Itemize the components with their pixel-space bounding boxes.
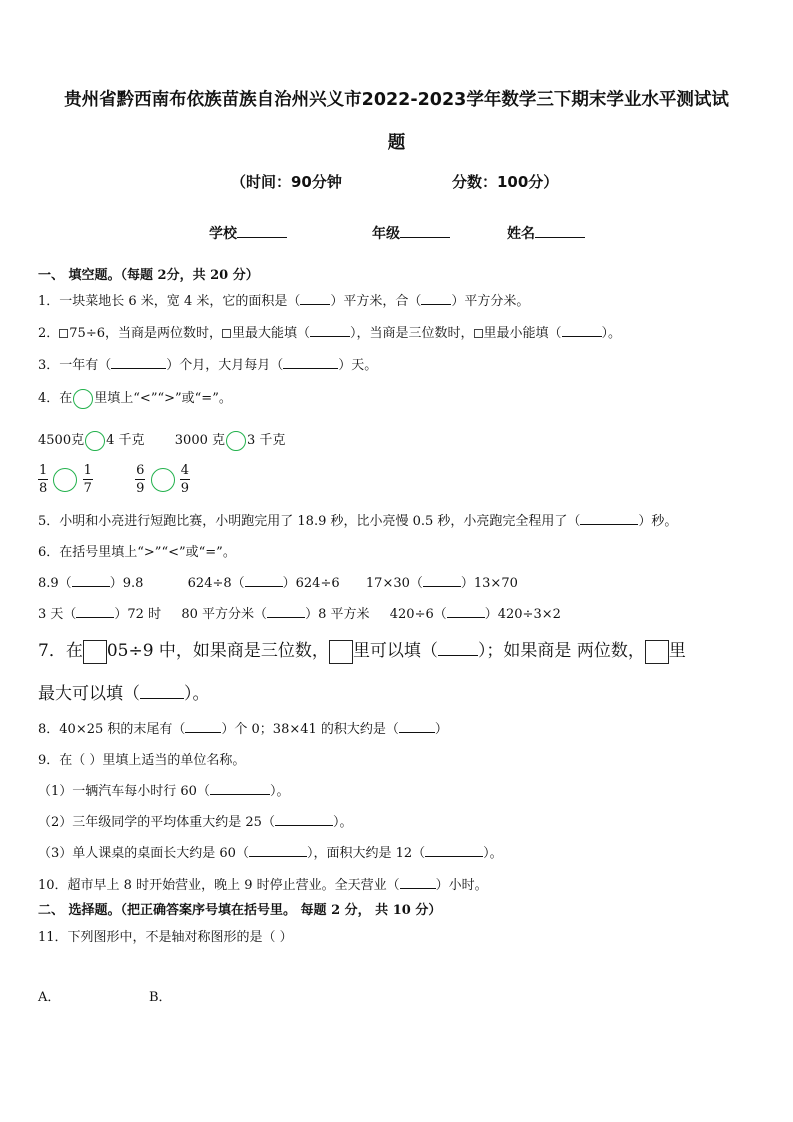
q6-r1-b2: ）624÷6 (282, 576, 340, 591)
question-5 (38, 510, 677, 529)
q1-text-a: 1．一块菜地长 6 米，宽 4 米，它的面积是（ (38, 294, 301, 309)
fraction-1-8: $\frac{1}{8}$ (39, 463, 48, 496)
q6-r2-a2: ）72 时 (114, 607, 162, 622)
q1-text-b: ）平方米，合（ (330, 294, 422, 309)
question-4-row-2 (38, 462, 190, 497)
q9-3-text-c: ）。 (483, 846, 503, 861)
q8-blank-1[interactable] (185, 719, 221, 733)
q4-text-a: 4．在 (38, 391, 73, 406)
q7-text-b: 05÷9 中，如果商是三位数， (106, 641, 329, 661)
question-10 (38, 874, 488, 893)
q8-text-c: ） (434, 722, 448, 737)
question-4 (38, 387, 232, 409)
q6-r1-c2: ）13×70 (460, 576, 518, 591)
question-9-3 (38, 842, 503, 861)
q2-text-b: 75÷6，当商是两位数时， (69, 326, 222, 341)
q7-box-3[interactable] (645, 640, 669, 664)
question-3 (38, 354, 377, 373)
question-7 (38, 636, 686, 664)
q4-row1-d: 3 千克 (247, 433, 286, 448)
q6-r2-c1: 420÷6（ (389, 607, 447, 622)
q10-text-b: ）小时。 (435, 878, 488, 893)
q7-text-c: 里可以填（ (352, 641, 438, 661)
question-6: 6．在括号里填上“>”“<”或“=”。 (38, 545, 236, 560)
q9-3-text-a: （3）单人课桌的桌面长大约是 60（ (38, 846, 249, 861)
question-9: 9．在（ ）里填上适当的单位名称。 (38, 753, 246, 768)
q7-blank-1[interactable] (438, 640, 478, 656)
q2-text-f: ）。 (601, 326, 622, 341)
q10-text-a: 10．超市早上 8 时开始营业，晚上 9 时停止营业。全天营业（ (38, 878, 400, 893)
q6-blank-2[interactable] (245, 573, 283, 587)
q7-blank-2[interactable] (140, 683, 184, 699)
q9-1-text-b: ）。 (269, 784, 290, 799)
q6-r2-b2: ）8 平方米 (305, 607, 370, 622)
question-11: 11．下列图形中，不是轴对称图形的是（ ） (38, 930, 293, 945)
q9-3-blank-1[interactable] (249, 843, 307, 857)
fraction-6-9: $\frac{6}{9}$ (136, 463, 145, 496)
q6-blank-3[interactable] (423, 573, 461, 587)
q7-text-line2a: 最大可以填（ (38, 684, 140, 704)
grade-blank[interactable] (400, 224, 450, 238)
q3-text-b: ）个月，大月每月（ (166, 358, 284, 373)
q3-blank-2[interactable] (283, 355, 338, 369)
question-9-2 (38, 811, 352, 830)
compare-circle-2[interactable] (226, 431, 246, 451)
q1-text-c: ）平方分米。 (451, 294, 530, 309)
q9-1-text-a: （1）一辆汽车每小时行 60（ (38, 784, 210, 799)
q6-r2-c2: ）420÷3×2 (484, 607, 561, 622)
q7-text-a: 7．在 (38, 641, 83, 661)
q8-text-a: 8．40×25 积的末尾有（ (38, 722, 186, 737)
q2-text-a: 2． (38, 326, 60, 341)
time-label: （时间：90分钟 (231, 173, 342, 191)
question-1 (38, 290, 529, 309)
question-9-1 (38, 780, 289, 799)
empty-square-icon (222, 329, 231, 338)
q6-blank-6[interactable] (447, 604, 485, 618)
q6-r2-a1: 3 天（ (38, 607, 77, 622)
question-8 (38, 718, 448, 737)
question-6-row-2 (38, 603, 561, 622)
q8-blank-2[interactable] (399, 719, 435, 733)
q9-2-text-a: （2）三年级同学的平均体重大约是 25（ (38, 815, 275, 830)
fraction-4-9: $\frac{4}{9}$ (180, 463, 189, 496)
grade-field (372, 223, 450, 243)
q2-blank-2[interactable] (562, 323, 602, 337)
q6-blank-4[interactable] (76, 604, 114, 618)
option-b[interactable]: B． (149, 990, 172, 1005)
q9-3-blank-2[interactable] (425, 843, 483, 857)
q7-text-line2b: ）。 (184, 684, 210, 704)
empty-square-icon (474, 329, 483, 338)
q3-blank-1[interactable] (111, 355, 166, 369)
school-label: 学校 (209, 226, 237, 242)
name-field (507, 223, 585, 243)
section-heading-fill-in: 一、 填空题。（每题 2分，共 20 分） (38, 268, 259, 283)
name-label: 姓名 (507, 226, 535, 242)
q6-blank-1[interactable] (72, 573, 110, 587)
compare-circle-1[interactable] (85, 431, 105, 451)
compare-circle-3[interactable] (53, 468, 77, 492)
q6-blank-5[interactable] (267, 604, 305, 618)
question-2 (38, 322, 621, 341)
q4-text-b: 里填上“<”“>”或“=”。 (94, 391, 232, 406)
question-6-row-1 (38, 572, 518, 591)
page-title-continued: 题 (387, 133, 406, 153)
compare-circle-icon (73, 389, 93, 409)
q3-text-a: 3．一年有（ (38, 358, 112, 373)
q7-text-e: 里 (668, 641, 686, 661)
q6-r2-b1: 80 平方分米（ (181, 607, 268, 622)
q4-row1-a: 4500克 (38, 433, 85, 448)
question-4-row-1 (38, 429, 285, 451)
q6-r1-c1: 17×30（ (365, 576, 423, 591)
compare-circle-4[interactable] (151, 468, 175, 492)
section-heading-choice: 二、 选择题。（把正确答案序号填在括号里。 每题 2 分， 共 10 分） (38, 903, 442, 918)
q1-blank-1[interactable] (300, 291, 330, 305)
empty-square-icon (59, 329, 68, 338)
q7-box-1[interactable] (83, 640, 107, 664)
q9-2-blank[interactable] (275, 812, 333, 826)
q2-text-e: 里最小能填（ (483, 326, 562, 341)
q4-row1-c: 3000 克 (174, 433, 225, 448)
q2-text-c: 里最大能填（ (232, 326, 311, 341)
q2-blank-1[interactable] (310, 323, 350, 337)
q9-1-blank[interactable] (210, 781, 270, 795)
q5-text-b: ）秒。 (638, 514, 678, 529)
score-label: 分数：100分） (452, 173, 559, 191)
q8-text-b: ）个 0；38×41 的积大约是（ (221, 722, 399, 737)
q9-2-text-b: ）。 (332, 815, 353, 830)
q1-blank-2[interactable] (421, 291, 451, 305)
q6-r1-b1: 624÷8（ (187, 576, 245, 591)
school-field (209, 223, 287, 243)
q7-box-2[interactable] (329, 640, 353, 664)
school-blank[interactable] (237, 224, 287, 238)
grade-label: 年级 (372, 226, 400, 242)
q4-row1-b: 4 千克 (106, 433, 145, 448)
q5-blank[interactable] (580, 511, 638, 525)
name-blank[interactable] (535, 224, 585, 238)
q3-text-c: ）天。 (338, 358, 378, 373)
q6-r1-a2: ）9.8 (109, 576, 144, 591)
q5-text-a: 5．小明和小亮进行短跑比赛，小明跑完用了 18.9 秒，比小亮慢 0.5 秒，小亮跑完全程用了（ (38, 514, 581, 529)
fraction-1-7: $\frac{1}{7}$ (83, 463, 92, 496)
q10-blank[interactable] (400, 875, 436, 889)
q2-text-d: ），当商是三位数时， (350, 326, 474, 341)
page-title: 贵州省黔西南布依族苗族自治州兴义市2022-2023学年数学三下期末学业水平测试试 (64, 90, 729, 110)
option-a[interactable]: A． (38, 990, 61, 1005)
q7-text-d: ）；如果商是 两位数， (477, 641, 645, 661)
q6-r1-a1: 8.9（ (38, 576, 72, 591)
q9-3-text-b: ），面积大约是 12（ (306, 846, 426, 861)
question-7-line-2 (38, 679, 210, 704)
